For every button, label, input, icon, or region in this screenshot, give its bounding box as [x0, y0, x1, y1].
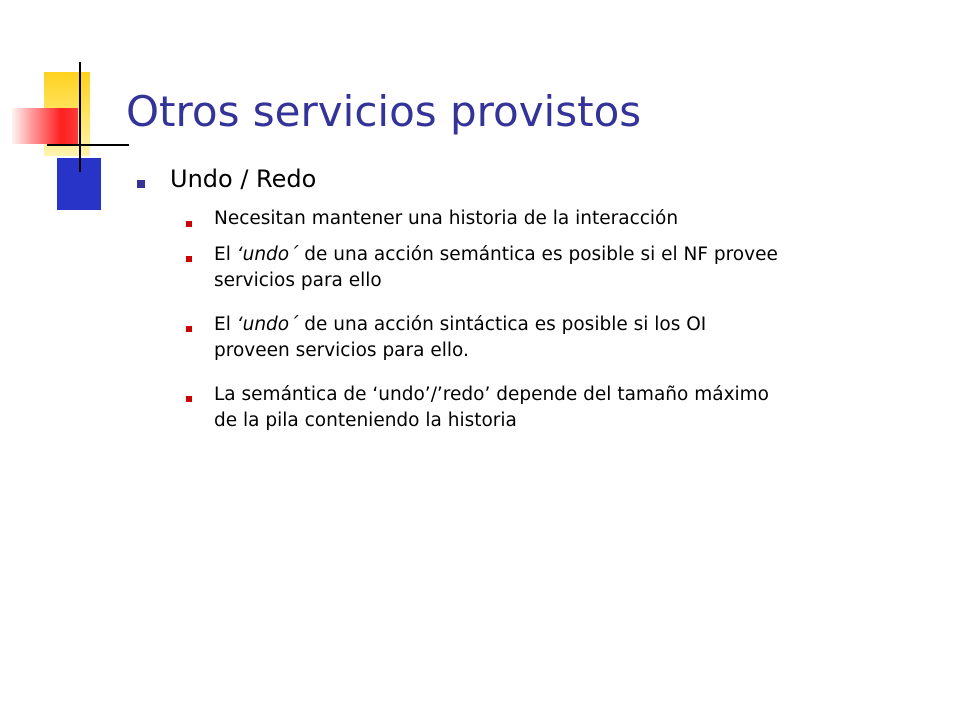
bullet-item-1-text: Necesitan mantener una historia de la interacción	[214, 208, 679, 229]
bullet-item-3	[214, 312, 706, 364]
bullet-level2-icon	[186, 326, 192, 332]
bullet-item-2-line1	[214, 242, 778, 268]
item-3-quote-open: ‘	[236, 314, 243, 335]
bullet-level2-icon	[186, 256, 192, 262]
item-3-quote-close: ´	[289, 314, 299, 335]
item-3-rest: de una acción sintáctica es posible si los OI	[298, 314, 707, 335]
bullet-level1-text: Undo / Redo	[170, 165, 317, 193]
slide-title: Otros servicios provistos	[126, 87, 642, 136]
item-2-rest: de una acción semántica es posible si el NF provee	[298, 244, 778, 265]
bullet-item-1	[214, 206, 678, 232]
bullet-level2-icon	[186, 221, 192, 227]
item-3-prefix: El	[214, 314, 237, 335]
bullet-item-4-line1: La semántica de ‘undo’/’redo’ depende del tamaño máximo	[214, 384, 769, 405]
item-3-emphasis: undo	[242, 314, 290, 335]
bullet-item-2-line2: servicios para ello	[214, 270, 382, 291]
bullet-item-3-line2: proveen servicios para ello.	[214, 340, 469, 361]
bullet-item-2	[214, 242, 778, 294]
bullet-item-3-line1	[214, 312, 706, 338]
bullet-level1-icon	[137, 180, 145, 188]
item-2-quote-close: ´	[289, 244, 299, 265]
item-2-prefix: El	[214, 244, 237, 265]
bullet-level2-icon	[186, 396, 192, 402]
item-2-emphasis: undo	[242, 244, 290, 265]
bullet-item-4	[214, 382, 769, 434]
bullet-item-4-line2: de la pila conteniendo la historia	[214, 410, 517, 431]
item-2-quote-open: ‘	[236, 244, 243, 265]
